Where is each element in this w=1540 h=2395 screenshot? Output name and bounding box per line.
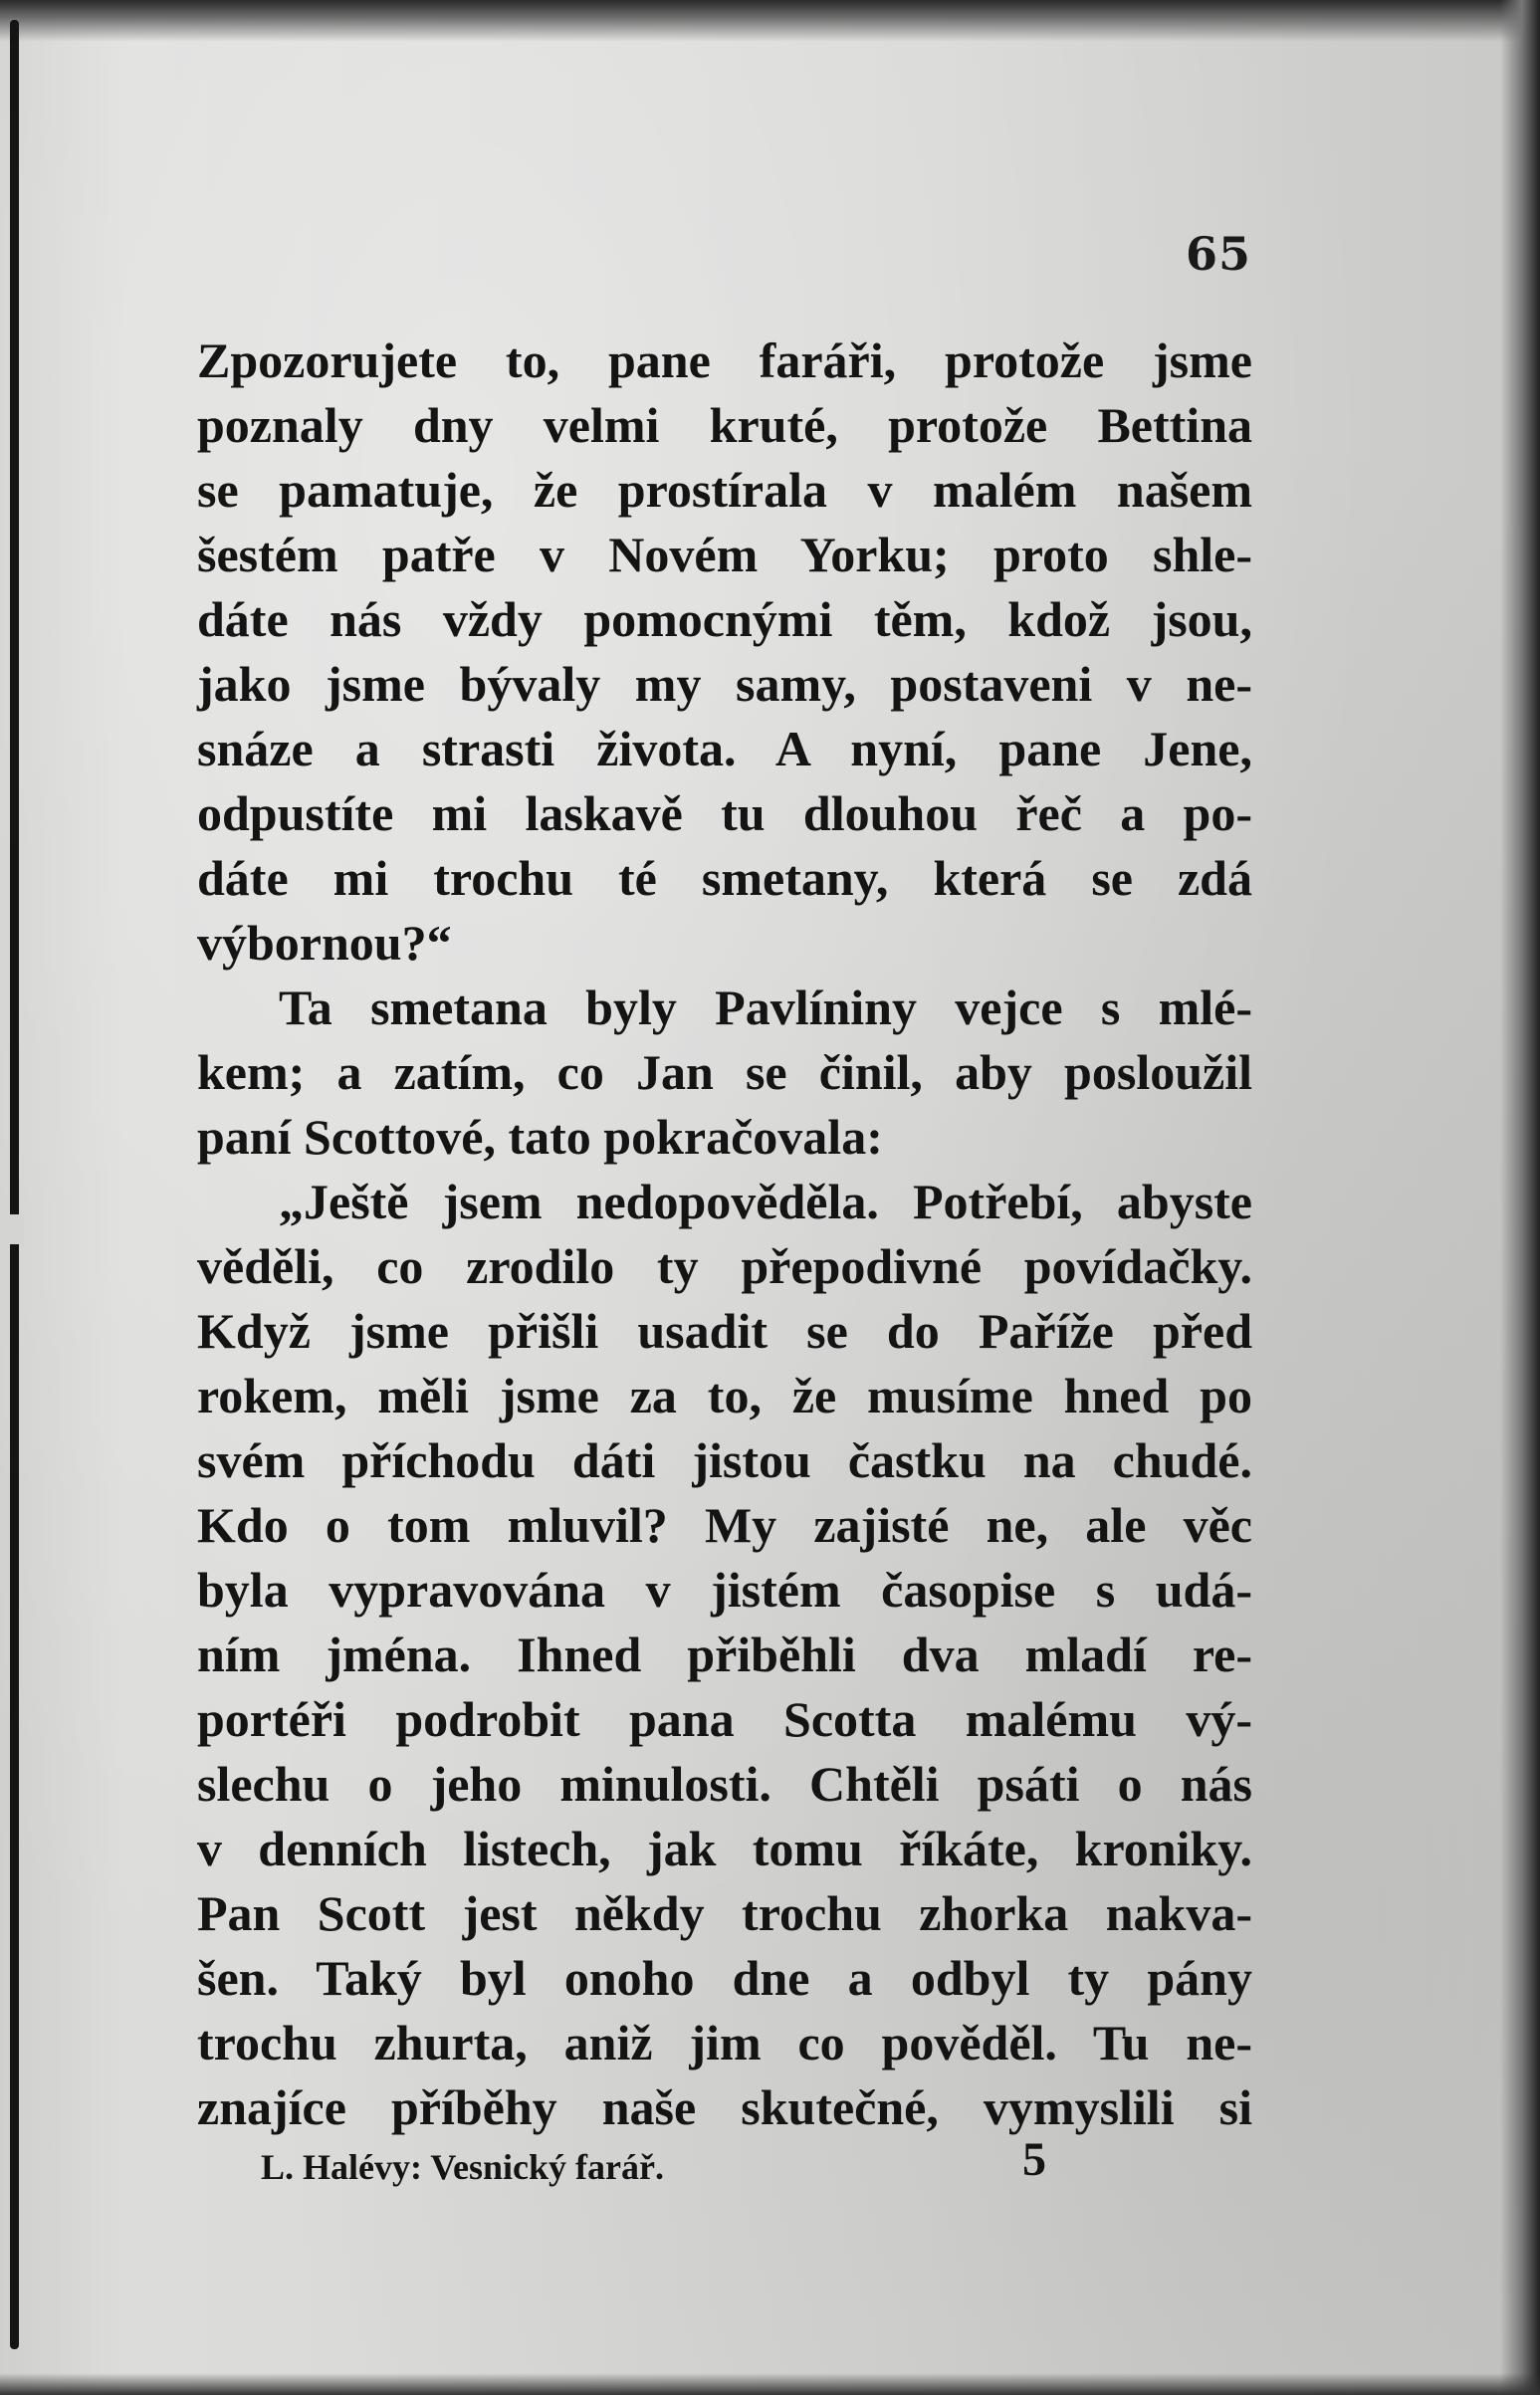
text-line: v denních listech, jak tomu říkáte, kroniky. xyxy=(197,1821,1252,1876)
scan-top-edge xyxy=(0,0,1540,42)
text-line: věděli, co zrodilo ty přepodivné povídačky. xyxy=(197,1238,1252,1294)
text-line: dáte mi trochu té smetany, která se zdá xyxy=(197,850,1252,906)
text-line: portéři podrobit pana Scotta malému vý- xyxy=(197,1691,1252,1747)
text-line: Když jsme přišli usadit se do Paříže před xyxy=(197,1303,1252,1359)
text-line: Pan Scott jest někdy trochu zhorka nakva- xyxy=(197,1885,1252,1941)
text-line: svém příchodu dáti jistou častku na chudé. xyxy=(197,1432,1252,1488)
text-line: odpustíte mi laskavě tu dlouhou řeč a po- xyxy=(197,785,1252,841)
text-line: dáte nás vždy pomocnými těm, kdož jsou, xyxy=(197,591,1252,647)
page-number: 65 xyxy=(1185,227,1251,281)
footer-signature-mark: 5 xyxy=(1022,2133,1046,2186)
text-line: Ta smetana byly Pavlíniny vejce s mlé- xyxy=(279,980,1252,1035)
text-line: Kdo o tom mluvil? My zajisté ne, ale věc xyxy=(197,1497,1252,1553)
text-line: šestém patře v Novém Yorku; proto shle- xyxy=(197,527,1252,582)
text-line: byla vypravována v jistém časopise s udá- xyxy=(197,1562,1252,1618)
text-line: slechu o jeho minulosti. Chtěli psáti o nás xyxy=(197,1756,1252,1812)
binding-shadow-line xyxy=(10,20,19,2349)
scan-right-edge xyxy=(1500,0,1540,2395)
scan-bottom-edge xyxy=(0,2373,1540,2395)
text-line: výbornou?“ xyxy=(197,915,452,971)
footer-author-title: L. Halévy: Vesnický farář. xyxy=(261,2147,664,2187)
binding-gap xyxy=(6,1214,24,1244)
text-line: snáze a strasti života. A nyní, pane Jene, xyxy=(197,721,1252,776)
text-line: trochu zhurta, aniž jim co pověděl. Tu ne- xyxy=(197,2015,1252,2070)
text-line: ním jména. Ihned přiběhli dva mladí re- xyxy=(197,1627,1252,1682)
text-line: Zpozorujete to, pane faráři, protože jsme xyxy=(197,332,1252,388)
text-line: poznaly dny velmi kruté, protože Bettina xyxy=(197,397,1252,453)
text-line: znajíce příběhy naše skutečné, vymyslili si xyxy=(197,2079,1252,2135)
text-line: kem; a zatím, co Jan se činil, aby posloužil xyxy=(197,1044,1252,1100)
page-footer xyxy=(261,2132,1057,2192)
body-text xyxy=(197,328,1252,2140)
text-line: „Ještě jsem nedopověděla. Potřebí, abyste xyxy=(279,1174,1252,1229)
text-line: paní Scottové, tato pokračovala: xyxy=(197,1109,883,1165)
text-line: jako jsme bývaly my samy, postaveni v ne- xyxy=(197,656,1252,712)
text-line: se pamatuje, že prostírala v malém našem xyxy=(197,462,1252,518)
text-line: šen. Taký byl onoho dne a odbyl ty pány xyxy=(197,1950,1252,2006)
text-line: rokem, měli jsme za to, že musíme hned po xyxy=(197,1368,1252,1423)
